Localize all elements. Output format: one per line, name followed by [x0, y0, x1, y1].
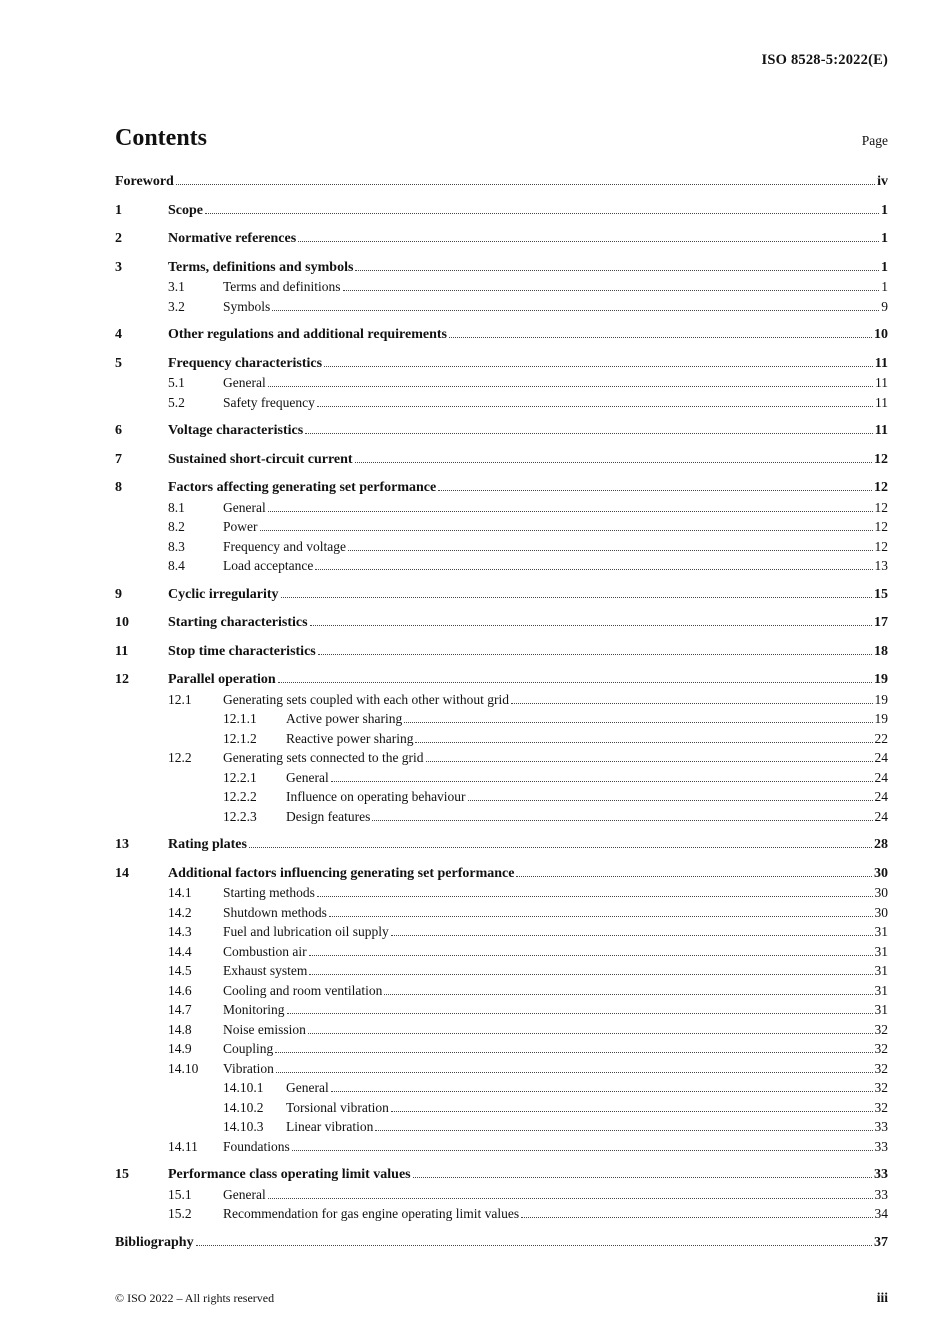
toc-entry-label: Influence on operating behaviour	[286, 789, 466, 804]
toc-entry-number: 2	[115, 231, 122, 246]
toc-entry	[115, 172, 888, 192]
toc-entry-label: Cooling and room ventilation	[223, 982, 383, 998]
toc-entry-number: 5	[115, 355, 122, 371]
toc-entry-label: Noise emission	[223, 1021, 306, 1037]
toc-entry	[115, 421, 888, 441]
toc-entry-number: 6	[115, 423, 122, 438]
toc-entry-number: 8.3	[168, 538, 185, 554]
toc-entry-page: 15	[874, 586, 888, 602]
table-of-contents	[115, 172, 888, 1252]
toc-entry	[115, 670, 888, 690]
dot-leader	[415, 742, 872, 743]
dot-leader	[310, 625, 872, 626]
toc-entry-label: Symbols	[223, 298, 271, 314]
toc-entry	[115, 1204, 888, 1224]
dot-leader	[272, 310, 879, 311]
toc-entry-number: 8.2	[168, 519, 185, 534]
toc-entry-number: 12.1.1	[223, 711, 257, 726]
dot-leader	[384, 994, 872, 995]
toc-entry-label: Fuel and lubrication oil supply	[223, 924, 389, 939]
toc-entry-label: Normative references	[168, 231, 297, 246]
dot-leader	[329, 916, 873, 917]
toc-entry-number: 15	[115, 1167, 129, 1182]
dot-leader	[176, 184, 875, 185]
dot-leader	[287, 1013, 873, 1014]
dot-leader	[438, 490, 872, 491]
toc-entry-number: 3	[115, 259, 122, 275]
dot-leader	[305, 433, 873, 434]
toc-entry-page: 11	[875, 394, 888, 410]
toc-entry-number: 7	[115, 451, 122, 467]
toc-entry-page: 22	[874, 730, 888, 746]
dot-leader	[268, 386, 873, 387]
toc-entry-number: 14	[115, 865, 129, 881]
toc-entry-page: 19	[874, 672, 888, 687]
dot-leader	[375, 1130, 872, 1131]
toc-entry-label: Frequency characteristics	[168, 355, 323, 371]
toc-entry-label: Linear vibration	[286, 1119, 374, 1134]
toc-entry-label: Generating sets connected to the grid	[223, 750, 424, 765]
toc-entry-label: Cyclic irregularity	[168, 586, 279, 602]
toc-entry-page: 10	[874, 327, 888, 342]
dot-leader	[391, 1111, 873, 1112]
toc-entry-label: Parallel operation	[168, 672, 276, 687]
toc-entry-page: 11	[875, 375, 888, 390]
toc-entry-label: Rating plates	[168, 837, 247, 852]
toc-entry-label: Vibration	[223, 1060, 274, 1076]
dot-leader	[260, 530, 873, 531]
toc-entry-label: Foreword	[115, 174, 174, 189]
toc-entry-label: Combustion air	[223, 943, 307, 959]
toc-entry	[115, 373, 888, 393]
dot-leader	[268, 1198, 873, 1199]
toc-entry	[115, 354, 888, 374]
toc-entry	[115, 297, 888, 317]
toc-entry-label: Coupling	[223, 1041, 274, 1056]
page-title: Contents	[115, 125, 208, 151]
toc-entry-page: 30	[874, 904, 888, 920]
toc-entry	[115, 1233, 888, 1253]
toc-entry-label: General	[223, 375, 266, 390]
toc-entry-number: 12.1.2	[223, 730, 257, 746]
toc-entry-number: 10	[115, 615, 129, 630]
toc-entry-number: 14.10.2	[223, 1099, 264, 1115]
toc-entry	[115, 961, 888, 981]
toc-entry-page: 33	[874, 1167, 888, 1182]
toc-entry-page: iv	[877, 174, 888, 189]
toc-entry-page: 24	[874, 750, 888, 765]
toc-entry-number: 4	[115, 327, 122, 342]
toc-entry-page: 12	[874, 451, 888, 467]
toc-entry-number: 3.2	[168, 298, 185, 314]
dot-leader	[511, 703, 872, 704]
dot-leader	[372, 820, 872, 821]
footer-copyright: © ISO 2022 – All rights reserved	[115, 1291, 275, 1305]
toc-entry	[115, 258, 888, 278]
toc-entry-label: General	[223, 1186, 266, 1202]
toc-entry	[115, 1137, 888, 1157]
dot-leader	[331, 781, 873, 782]
toc-entry-number: 14.1	[168, 885, 192, 900]
dot-leader	[317, 896, 873, 897]
toc-entry-page: 34	[874, 1206, 888, 1221]
dot-leader	[449, 337, 872, 338]
toc-entry	[115, 1165, 888, 1185]
toc-entry	[115, 883, 888, 903]
toc-entry-page: 33	[874, 1186, 888, 1202]
toc-entry-page: 1	[881, 202, 888, 218]
toc-entry-number: 8.4	[168, 558, 185, 573]
toc-entry-number: 14.10	[168, 1060, 199, 1076]
toc-entry-number: 12	[115, 672, 129, 687]
toc-entry-label: Recommendation for gas engine operating limit values	[223, 1206, 520, 1221]
dot-leader	[281, 597, 872, 598]
toc-entry-number: 14.4	[168, 943, 192, 959]
dot-leader	[309, 974, 872, 975]
toc-entry-page: 24	[874, 808, 888, 824]
toc-entry-page: 32	[874, 1041, 888, 1056]
toc-entry	[115, 556, 888, 576]
toc-entry	[115, 1000, 888, 1020]
toc-entry-label: Load acceptance	[223, 558, 314, 573]
toc-entry-page: 1	[881, 231, 888, 246]
dot-leader	[343, 290, 880, 291]
toc-entry-number: 12.2.3	[223, 808, 257, 824]
dot-leader	[468, 800, 873, 801]
toc-entry-number: 11	[115, 643, 129, 659]
dot-leader	[308, 1033, 873, 1034]
toc-entry-number: 12.2	[168, 750, 192, 765]
toc-entry-page: 19	[874, 691, 888, 707]
toc-entry	[115, 922, 888, 942]
toc-entry-page: 1	[881, 279, 888, 294]
toc-entry-number: 13	[115, 837, 129, 852]
dot-leader	[249, 847, 872, 848]
toc-entry-page: 17	[874, 615, 888, 630]
toc-entry-label: General	[223, 499, 266, 515]
toc-entry	[115, 393, 888, 413]
toc-entry-page: 1	[881, 259, 888, 275]
toc-entry-number: 15.2	[168, 1206, 192, 1221]
toc-entry-label: Monitoring	[223, 1002, 285, 1017]
toc-entry-page: 28	[874, 837, 888, 852]
page-column-label: Page	[861, 133, 888, 148]
toc-entry-number: 8	[115, 480, 122, 495]
toc-entry-label: Reactive power sharing	[286, 730, 414, 746]
dot-leader	[315, 569, 872, 570]
toc-entry-number: 5.2	[168, 394, 185, 410]
toc-entry-page: 12	[874, 480, 888, 495]
toc-entry-label: Terms and definitions	[223, 279, 341, 294]
toc-entry	[115, 1078, 888, 1098]
toc-entry	[115, 1117, 888, 1137]
footer-page-number: iii	[876, 1290, 888, 1305]
toc-entry-page: 32	[874, 1060, 888, 1076]
toc-entry	[115, 537, 888, 557]
toc-entry-page: 9	[881, 298, 888, 314]
toc-entry-label: Bibliography	[115, 1234, 194, 1250]
toc-entry-page: 31	[874, 982, 888, 998]
dot-leader	[324, 366, 873, 367]
dot-leader	[426, 761, 873, 762]
toc-entry	[115, 1185, 888, 1205]
page-footer	[115, 1290, 888, 1306]
toc-entry	[115, 1059, 888, 1079]
toc-entry	[115, 787, 888, 807]
toc-entry-number: 14.2	[168, 904, 192, 920]
toc-entry-number: 14.8	[168, 1021, 192, 1037]
dot-leader	[275, 1052, 872, 1053]
toc-entry-page: 31	[874, 1002, 888, 1017]
toc-entry-label: Generating sets coupled with each other without grid	[223, 691, 510, 707]
toc-entry-page: 12	[874, 519, 888, 534]
toc-entry	[115, 942, 888, 962]
toc-entry	[115, 748, 888, 768]
toc-entry-label: Power	[223, 519, 258, 534]
toc-entry-label: Stop time characteristics	[168, 643, 316, 659]
dot-leader	[318, 654, 872, 655]
toc-entry-number: 15.1	[168, 1186, 192, 1202]
toc-entry	[115, 450, 888, 470]
toc-entry-label: Foundations	[223, 1138, 290, 1154]
contents-header	[115, 125, 888, 152]
toc-entry-number: 5.1	[168, 375, 185, 390]
toc-entry	[115, 1098, 888, 1118]
dot-leader	[331, 1091, 873, 1092]
toc-entry-label: Starting characteristics	[168, 615, 308, 630]
toc-entry-page: 31	[874, 963, 888, 978]
toc-entry-page: 37	[874, 1234, 888, 1250]
toc-entry	[115, 517, 888, 537]
toc-entry-label: Shutdown methods	[223, 904, 327, 920]
dot-leader	[521, 1217, 872, 1218]
toc-entry-number: 14.5	[168, 963, 192, 978]
toc-entry	[115, 229, 888, 249]
toc-entry-number: 14.10.3	[223, 1119, 264, 1134]
toc-entry	[115, 1020, 888, 1040]
toc-entry-label: Starting methods	[223, 885, 315, 900]
toc-entry	[115, 690, 888, 710]
toc-entry-label: Other regulations and additional requirements	[168, 327, 447, 342]
dot-leader	[355, 462, 872, 463]
toc-entry	[115, 585, 888, 605]
toc-entry-page: 11	[874, 423, 888, 438]
toc-entry-number: 14.11	[168, 1138, 198, 1154]
toc-entry-page: 12	[874, 499, 888, 515]
toc-entry-label: Frequency and voltage	[223, 538, 346, 554]
toc-entry	[115, 642, 888, 662]
toc-entry-label: Safety frequency	[223, 394, 315, 410]
dot-leader	[355, 270, 879, 271]
dot-leader	[516, 876, 872, 877]
toc-entry	[115, 201, 888, 221]
toc-entry	[115, 981, 888, 1001]
toc-entry-label: Design features	[286, 808, 371, 824]
toc-entry	[115, 1039, 888, 1059]
toc-entry-page: 24	[874, 789, 888, 804]
toc-entry	[115, 864, 888, 884]
toc-entry-page: 24	[874, 769, 888, 785]
dot-leader	[317, 406, 873, 407]
dot-leader	[404, 722, 872, 723]
dot-leader	[205, 213, 879, 214]
dot-leader	[298, 241, 879, 242]
toc-entry-page: 33	[874, 1119, 888, 1134]
toc-entry-number: 14.10.1	[223, 1080, 264, 1095]
toc-entry-page: 11	[874, 355, 888, 371]
toc-entry-page: 32	[874, 1021, 888, 1037]
toc-entry-page: 30	[874, 885, 888, 900]
dot-leader	[268, 511, 873, 512]
toc-entry-page: 13	[874, 558, 888, 573]
toc-entry-number: 8.1	[168, 499, 185, 515]
toc-entry-number: 9	[115, 586, 122, 602]
toc-entry-label: General	[286, 769, 329, 785]
toc-entry	[115, 613, 888, 633]
toc-entry-label: General	[286, 1080, 329, 1095]
dot-leader	[276, 1072, 873, 1073]
dot-leader	[413, 1177, 872, 1178]
toc-entry-label: Scope	[168, 202, 203, 218]
toc-entry-number: 14.6	[168, 982, 192, 998]
toc-entry-label: Additional factors influencing generating set performance	[168, 865, 515, 881]
toc-entry	[115, 709, 888, 729]
dot-leader	[292, 1150, 873, 1151]
toc-entry	[115, 807, 888, 827]
toc-entry-number: 12.1	[168, 691, 192, 707]
toc-entry-label: Terms, definitions and symbols	[168, 259, 354, 275]
toc-entry-page: 32	[874, 1099, 888, 1115]
toc-entry	[115, 277, 888, 297]
dot-leader	[309, 955, 873, 956]
toc-entry-number: 14.9	[168, 1041, 192, 1056]
toc-entry-number: 12.2.1	[223, 769, 257, 785]
toc-entry	[115, 325, 888, 345]
toc-entry	[115, 729, 888, 749]
toc-entry-page: 31	[874, 943, 888, 959]
toc-entry-label: Active power sharing	[286, 711, 403, 726]
toc-entry	[115, 768, 888, 788]
toc-entry-label: Performance class operating limit values	[168, 1167, 411, 1182]
toc-entry-label: Factors affecting generating set performance	[168, 480, 437, 495]
toc-entry-label: Voltage characteristics	[168, 423, 304, 438]
toc-entry-number: 12.2.2	[223, 789, 257, 804]
toc-entry-page: 18	[874, 643, 888, 659]
toc-entry-label: Torsional vibration	[286, 1099, 389, 1115]
dot-leader	[196, 1245, 872, 1246]
dot-leader	[348, 550, 873, 551]
dot-leader	[278, 682, 872, 683]
toc-entry-number: 3.1	[168, 279, 185, 294]
toc-entry	[115, 835, 888, 855]
toc-entry-page: 31	[874, 924, 888, 939]
doc-reference: ISO 8528-5:2022(E)	[761, 52, 888, 68]
toc-entry-page: 19	[874, 711, 888, 726]
toc-entry-label: Sustained short-circuit current	[168, 451, 353, 467]
toc-entry-page: 30	[874, 865, 888, 881]
toc-entry	[115, 478, 888, 498]
dot-leader	[391, 935, 873, 936]
toc-entry-page: 33	[874, 1138, 888, 1154]
toc-entry	[115, 498, 888, 518]
toc-entry-number: 14.3	[168, 924, 192, 939]
toc-entry-label: Exhaust system	[223, 963, 308, 978]
toc-entry-number: 14.7	[168, 1002, 192, 1017]
toc-entry	[115, 903, 888, 923]
toc-entry-page: 32	[874, 1080, 888, 1095]
toc-entry-page: 12	[874, 538, 888, 554]
toc-entry-number: 1	[115, 202, 122, 218]
